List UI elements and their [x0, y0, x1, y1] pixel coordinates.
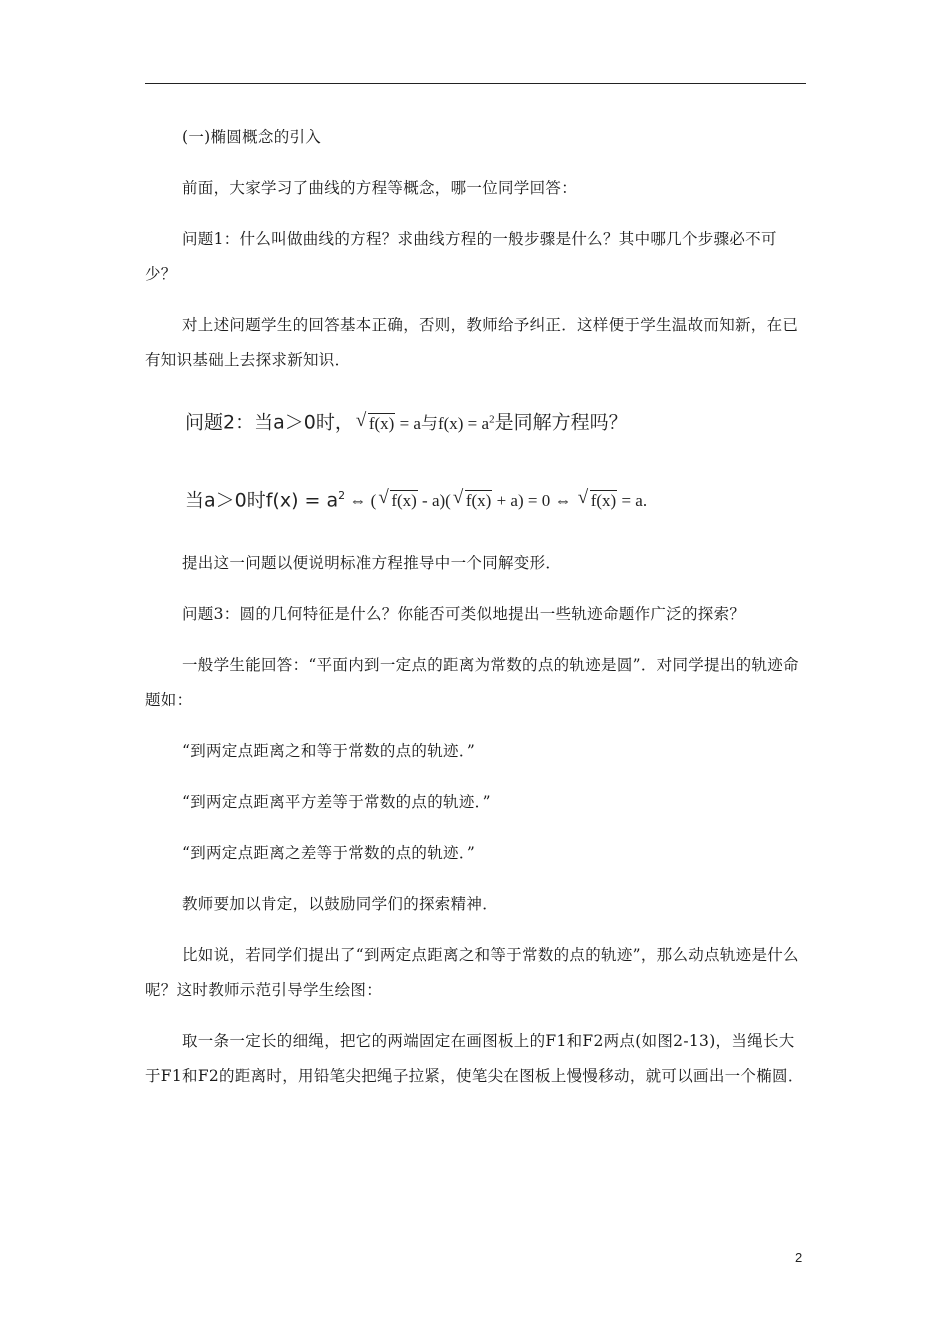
- paragraph: 比如说，若同学们提出了“到两定点距离之和等于常数的点的轨迹”，那么动点轨迹是什么呢？这时教师示范引导学生绘图：: [145, 945, 799, 999]
- locus-proposition: “到两定点距离之差等于常数的点的轨迹．”: [182, 843, 476, 862]
- locus-proposition: “到两定点距离之和等于常数的点的轨迹．”: [182, 741, 476, 760]
- paragraph: 前面，大家学习了曲线的方程等概念，哪一位同学回答：: [182, 179, 578, 197]
- paragraph: 提出这一问题以便说明标准方程推导中一个同解变形．: [182, 553, 562, 572]
- paragraph: 教师要加以肯定，以鼓励同学们的探索精神．: [182, 894, 499, 913]
- question-3: 问题3：圆的几何特征是什么？你能否可类似地提出一些轨迹命题作广泛的探索？: [182, 604, 746, 623]
- sqrt-symbol: √ f(x): [378, 486, 417, 516]
- page-number: 2: [795, 1250, 803, 1265]
- document-body: [145, 120, 806, 1094]
- sqrt-symbol: √ f(x): [578, 486, 617, 516]
- paragraph: 对上述问题学生的回答基本正确，否则，教师给予纠正．这样便于学生温故而知新，在已有知识基础上去探求新知识．: [145, 316, 799, 369]
- locus-proposition: “到两定点距离平方差等于常数的点的轨迹．”: [182, 792, 491, 811]
- paragraph: 一般学生能回答：“平面内到一定点的距离为常数的点的轨迹是圆”．对同学提出的轨迹命题如：: [145, 655, 799, 709]
- header-rule: [145, 83, 806, 84]
- equivalence-formula: 当a＞0时$f(x) = a^2$ ⇔ (√ f(x) - a)(√ f(x) + a) = 0 ⇔ √ f(x) = a.: [145, 481, 806, 516]
- sqrt-symbol: √ f(x): [453, 486, 492, 516]
- paragraph: 取一条一定长的细绳，把它的两端固定在画图板上的F1和F2两点(如图2-13)，当绳长大于F1和F2的距离时，用铅笔尖把绳子拉紧，使笔尖在图板上慢慢移动，就可以画出一个椭圆．: [145, 1031, 804, 1085]
- section-heading: (一)椭圆概念的引入: [182, 128, 322, 146]
- sqrt-symbol: √ f(x): [356, 409, 395, 439]
- question-1: 问题1：什么叫做曲线的方程？求曲线方程的一般步骤是什么？其中哪几个步骤必不可少？: [145, 230, 777, 283]
- question-2-formula: 问题2：当a＞0时，√ f(x) = a与$f(x) = a^2$是同解方程吗？: [145, 404, 806, 439]
